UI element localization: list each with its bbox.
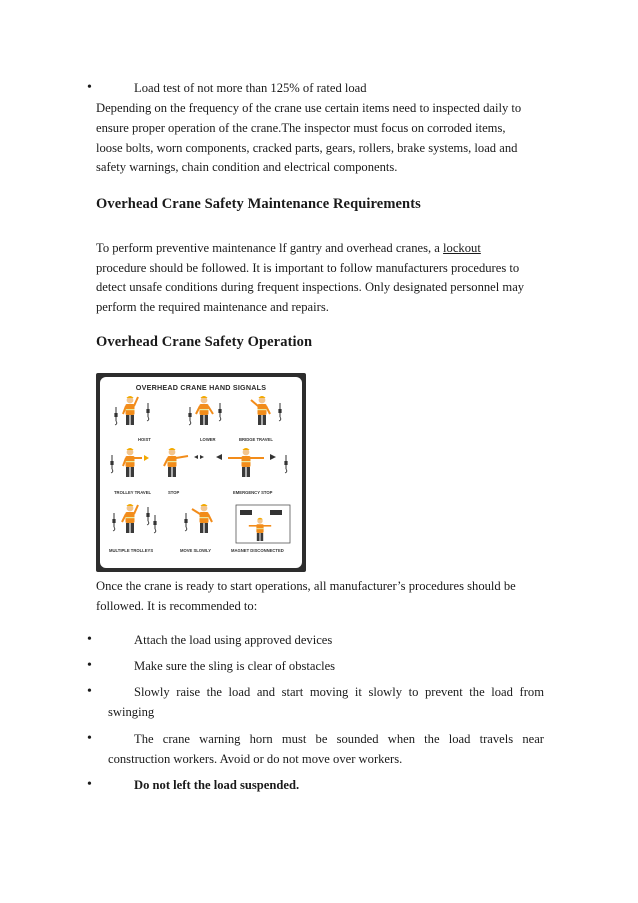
list-item-bold: Do not left the load suspended. (134, 778, 300, 792)
crane-hand-signals-image (96, 373, 306, 572)
bullet-dot: • (87, 731, 92, 746)
list-item: Make sure the sling is clear of obstacles (134, 659, 336, 673)
section-heading-operation: Overhead Crane Safety Operation (96, 334, 313, 350)
intro-line: safety warnings, chain condition and electrical components. (96, 160, 398, 174)
intro-line: Depending on the frequency of the crane use certain items need to inspected daily to (96, 101, 522, 115)
maintenance-line: perform the required maintenance and repairs. (96, 300, 329, 314)
maintenance-line: procedure should be followed. It is important to follow manufacturers procedures to (96, 261, 520, 275)
operation-line: Once the crane is ready to start operations, all manufacturer’s procedures should be (96, 579, 516, 593)
top-bullet-text: Load test of not more than 125% of rated load (134, 81, 367, 95)
section-heading-maintenance: Overhead Crane Safety Maintenance Requirements (96, 196, 421, 212)
signal-label: MAGNET DISCONNECTED (231, 548, 284, 553)
signal-label: HOIST (138, 437, 151, 442)
signal-label: LOWER (200, 437, 216, 442)
list-item: Slowly raise the load and start moving it slowly to prevent the load from (134, 685, 544, 699)
signal-label: MULTIPLE TROLLEYS (109, 548, 154, 553)
bullet-dot: • (87, 80, 92, 95)
signal-label: STOP (168, 490, 180, 495)
signal-label: BRIDGE TRAVEL (239, 437, 273, 442)
intro-line: ensure proper operation of the crane.The inspector must focus on corroded items, (96, 121, 506, 135)
list-item: Attach the load using approved devices (134, 633, 333, 647)
signal-label: MOVE SLOWLY (180, 548, 212, 553)
bullet-dot: • (87, 777, 92, 792)
poster-title: OVERHEAD CRANE HAND SIGNALS (135, 383, 267, 392)
maintenance-line (96, 238, 481, 258)
signal-label: TROLLEY TRAVEL (114, 490, 152, 495)
maintenance-line-text: To perform preventive maintenance lf gantry and overhead cranes, a (96, 241, 444, 255)
bullet-dot: • (87, 632, 92, 647)
poster-panel (100, 377, 302, 568)
signal-label: EMERGENCY STOP (233, 490, 273, 495)
hand-signal-figures (100, 377, 302, 568)
bullet-dot: • (87, 684, 92, 699)
operation-line: followed. It is recommended to: (96, 599, 258, 613)
list-item-continuation: construction workers. Avoid or do not move over workers. (108, 752, 403, 766)
maintenance-line: detect unsafe conditions during frequent inspections. Only designated personnel may (96, 280, 525, 294)
list-item-continuation: swinging (108, 705, 155, 719)
list-item: The crane warning horn must be sounded when the load travels near (134, 732, 544, 746)
bullet-dot: • (87, 658, 92, 673)
intro-line: loose bolts, worn components, cracked parts, gears, rollers, brake systems, load and (96, 141, 518, 155)
lockout-link[interactable]: lockout (443, 241, 481, 255)
